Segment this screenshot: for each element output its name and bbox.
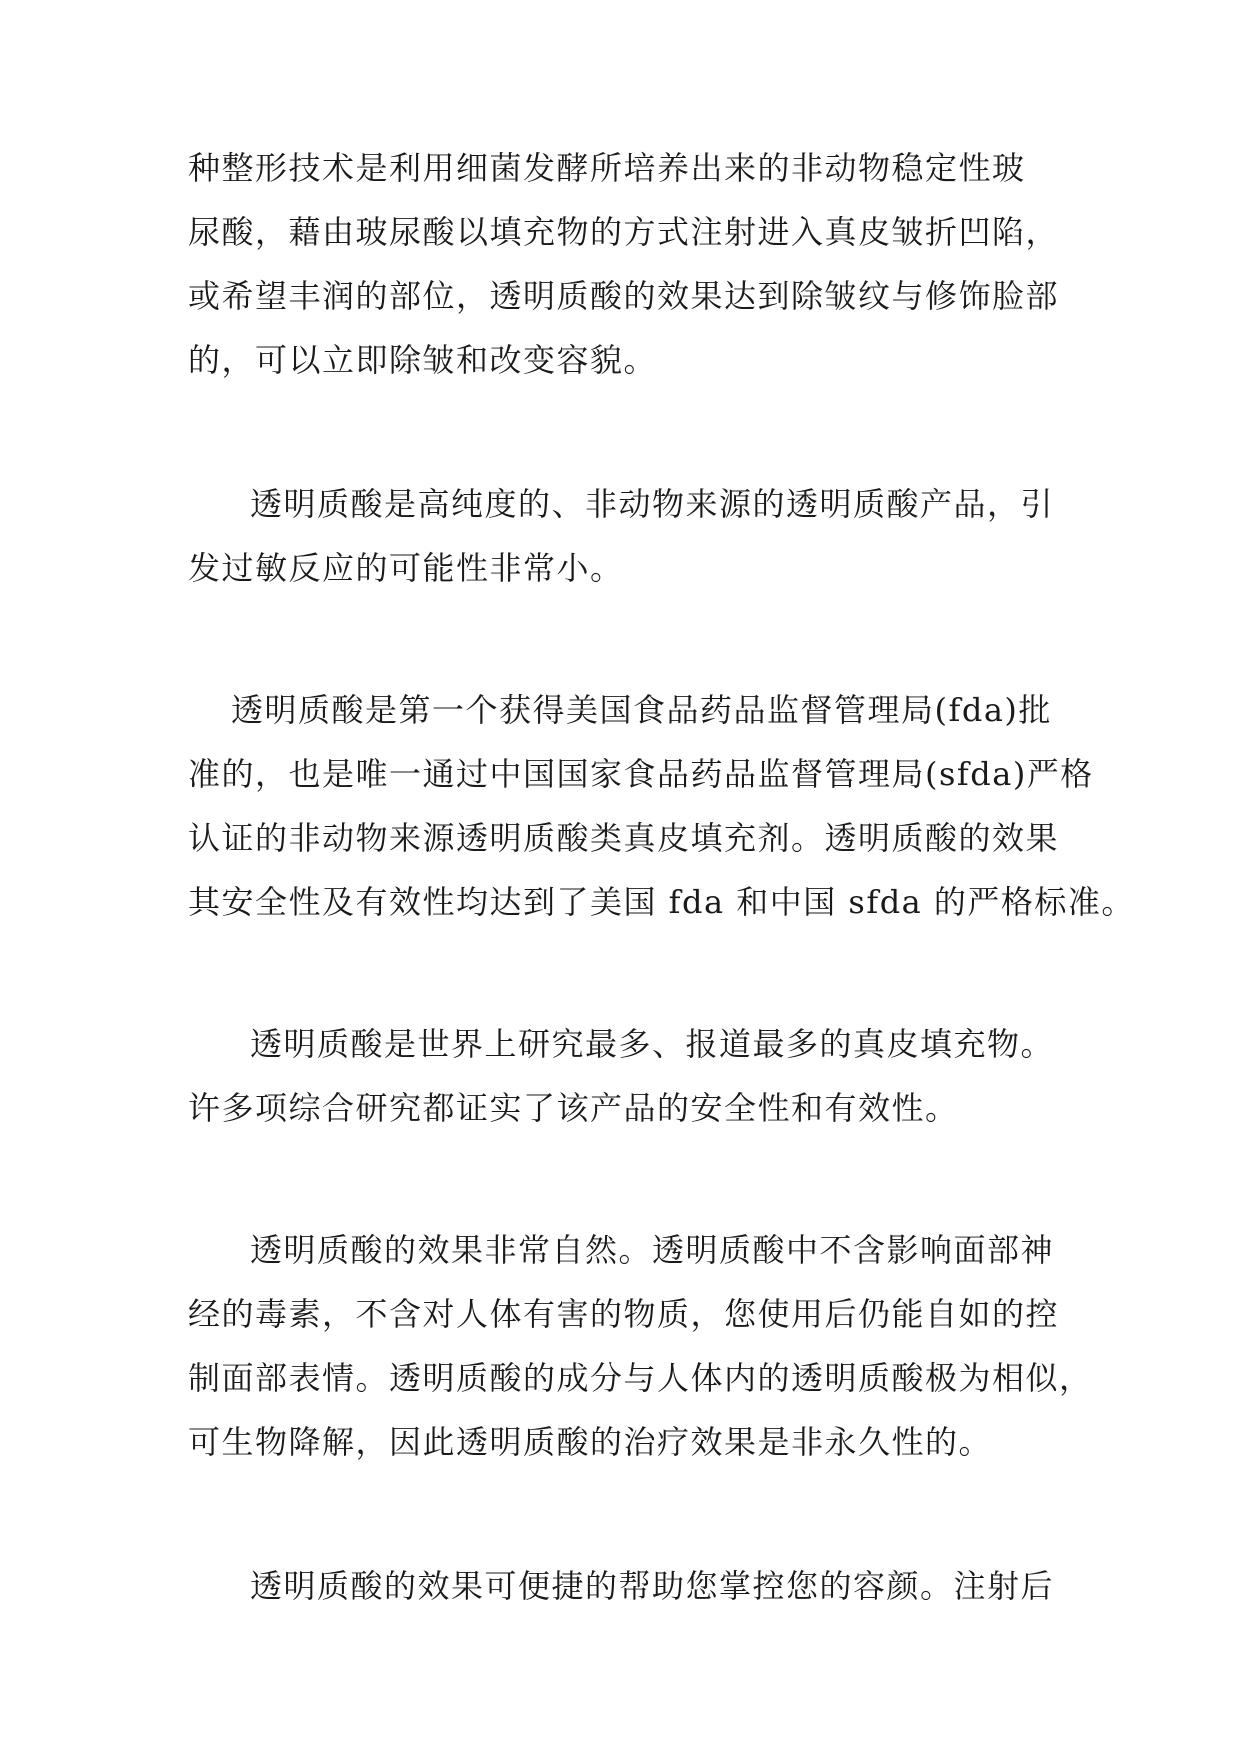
paragraph-1-line-1: 种整形技术是利用细菌发酵所培养出来的非动物稳定性玻 — [188, 149, 1026, 187]
paragraph-3-line-1: 透明质酸是第一个获得美国食品药品监督管理局(fda)批 — [231, 691, 1052, 729]
paragraph-2-line-1: 透明质酸是高纯度的、非动物来源的透明质酸产品，引 — [250, 485, 1055, 523]
paragraph-2-line-2: 发过敏反应的可能性非常小。 — [188, 549, 624, 587]
paragraph-4-line-2: 许多项综合研究都证实了该产品的安全性和有效性。 — [188, 1089, 959, 1127]
paragraph-3-line-2: 准的，也是唯一通过中国国家食品药品监督管理局(sfda)严格 — [188, 755, 1094, 793]
paragraph-1-line-3: 或希望丰润的部位，透明质酸的效果达到除皱纹与修饰脸部 — [188, 277, 1060, 315]
paragraph-3-line-3: 认证的非动物来源透明质酸类真皮填充剂。透明质酸的效果 — [188, 819, 1060, 857]
paragraph-5-line-3: 制面部表情。透明质酸的成分与人体内的透明质酸极为相似， — [188, 1359, 1093, 1397]
paragraph-1-line-4: 的，可以立即除皱和改变容貌。 — [188, 341, 658, 379]
paragraph-5-line-1: 透明质酸的效果非常自然。透明质酸中不含影响面部神 — [250, 1231, 1055, 1269]
paragraph-1-line-2: 尿酸，藉由玻尿酸以填充物的方式注射进入真皮皱折凹陷， — [188, 213, 1060, 251]
paragraph-3-line-4: 其安全性及有效性均达到了美国 fda 和中国 sfda 的严格标准。 — [188, 883, 1135, 921]
paragraph-4-line-1: 透明质酸是世界上研究最多、报道最多的真皮填充物。 — [250, 1025, 1055, 1063]
paragraph-5-line-2: 经的毒素，不含对人体有害的物质，您使用后仍能自如的控 — [188, 1295, 1060, 1333]
paragraph-6-line-1: 透明质酸的效果可便捷的帮助您掌控您的容颜。注射后 — [250, 1567, 1055, 1605]
paragraph-5-line-4: 可生物降解，因此透明质酸的治疗效果是非永久性的。 — [188, 1423, 993, 1461]
